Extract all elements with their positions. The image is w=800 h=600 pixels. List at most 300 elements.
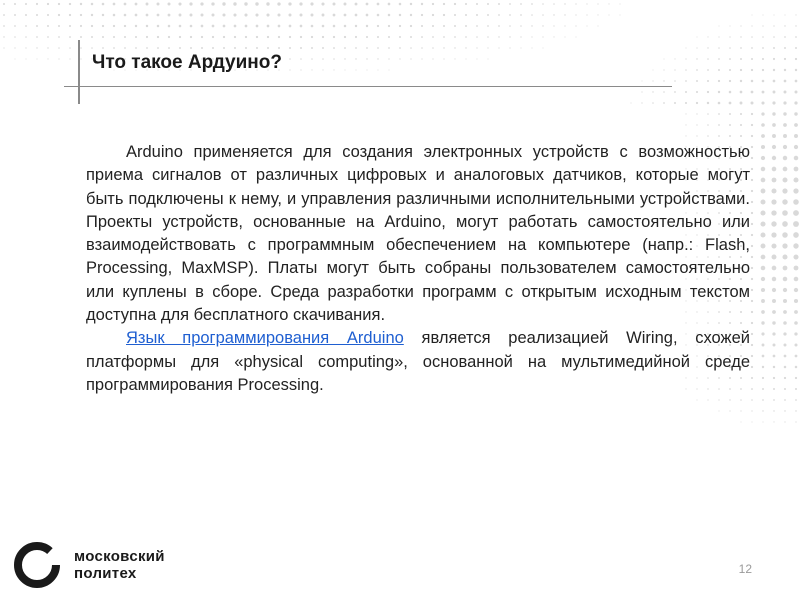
background-dot [751,388,753,390]
background-dot [366,14,369,17]
background-dot [36,14,38,16]
background-dot [771,221,776,226]
background-dot [277,2,280,5]
title-vertical-rule [78,40,80,104]
background-dot [223,47,225,49]
background-dot [25,47,26,48]
background-dot [289,25,292,28]
background-dot [773,36,775,38]
background-dot [366,47,368,49]
background-dot [795,80,798,83]
background-dot [25,36,27,38]
background-dot [366,36,368,38]
background-dot [718,102,721,105]
background-dot [399,58,400,59]
background-dot [311,47,313,49]
background-dot [674,69,675,70]
background-dot [773,14,774,15]
background-dot [784,421,785,422]
background-dot [146,3,149,6]
background-dot [795,355,798,358]
background-dot [751,344,753,346]
background-dot [783,134,787,138]
background-dot [674,102,676,104]
background-dot [222,13,225,16]
background-dot [3,47,4,48]
background-dot [575,3,576,4]
background-dot [498,14,500,16]
background-dot [410,3,412,5]
background-dot [355,69,356,70]
background-dot [795,36,797,38]
background-dot [355,3,358,6]
background-dot [761,112,764,115]
background-dot [652,69,653,70]
background-dot [761,123,765,127]
background-dot [3,36,4,37]
background-dot [718,58,720,60]
background-dot [135,36,137,38]
background-dot [707,58,709,60]
background-dot [135,25,137,27]
background-dot [718,135,720,137]
background-dot [355,14,358,17]
background-dot [465,25,467,27]
title-horizontal-rule [64,86,672,87]
background-dot [729,36,730,37]
background-dot [311,36,313,38]
background-dot [25,58,26,59]
background-dot [795,421,796,422]
background-dot [762,14,763,15]
background-dot [619,3,620,4]
background-dot [729,47,731,49]
background-dot [760,199,765,204]
background-dot [674,80,676,82]
background-dot [255,2,258,5]
background-dot [740,25,741,26]
background-dot [783,123,787,127]
background-dot [300,36,302,38]
paragraph-2-text: является реализацией Wiring, схожей платформы для «physical computing», основанной на мультимедийной среде программирования Processing. [86,329,750,394]
background-dot [178,2,181,5]
background-dot [102,25,104,27]
background-dot [762,69,764,71]
background-dot [25,14,27,16]
background-dot [322,47,324,49]
background-dot [212,25,215,28]
background-dot [14,3,16,5]
background-dot [366,25,368,27]
background-dot [761,288,765,292]
background-dot [729,102,732,105]
background-dot [696,124,697,125]
background-dot [762,80,765,83]
background-dot [211,2,214,5]
background-dot [443,36,445,38]
background-dot [14,47,15,48]
background-dot [773,47,775,49]
background-dot [685,124,686,125]
background-dot [564,14,565,15]
background-dot [751,377,753,379]
background-dot [465,47,466,48]
background-dot [355,58,356,59]
background-dot [751,190,753,192]
background-dot [91,47,93,49]
background-dot [245,47,247,49]
background-dot [553,36,554,37]
background-dot [751,410,752,411]
background-dot [58,25,60,27]
background-dot [531,25,532,26]
background-dot [476,47,477,48]
background-dot [311,25,314,28]
background-dot [3,14,5,16]
background-dot [783,266,788,271]
background-dot [652,102,654,104]
background-dot [190,14,193,17]
background-dot [664,59,665,60]
background-dot [772,178,777,183]
background-dot [761,189,766,194]
background-dot [333,36,335,38]
background-dot [761,134,765,138]
background-dot [793,188,798,193]
background-dot [564,25,565,26]
background-dot [266,2,269,5]
background-dot [761,321,764,324]
background-dot [794,343,797,346]
background-dot [58,3,60,5]
background-dot [322,36,324,38]
background-dot [344,58,345,59]
background-dot [201,36,203,38]
background-dot [454,14,456,16]
background-dot [696,69,698,71]
background-dot [782,221,788,227]
background-dot [707,47,708,48]
background-dot [751,223,753,225]
background-dot [707,124,709,126]
background-dot [685,47,686,48]
background-dot [707,102,709,104]
background-dot [597,25,598,26]
background-dot [421,14,423,16]
background-dot [762,377,764,379]
background-dot [69,47,71,49]
background-dot [783,145,787,149]
background-dot [168,47,170,49]
background-dot [783,332,786,335]
background-dot [642,81,643,82]
background-dot [784,14,785,15]
background-dot [113,3,116,6]
background-dot [783,112,786,115]
background-dot [244,13,247,16]
background-dot [432,14,434,16]
background-dot [157,25,160,28]
background-dot [729,135,731,137]
background-dot [91,14,93,16]
background-dot [245,25,248,28]
background-dot [366,3,369,6]
background-dot [465,3,467,5]
background-dot [322,58,324,60]
background-dot [69,14,71,16]
background-dot [795,388,797,390]
background-dot [784,25,785,26]
background-dot [751,102,754,105]
background-dot [366,58,367,59]
background-dot [795,58,797,60]
background-dot [772,266,777,271]
background-dot [794,134,798,138]
background-dot [377,25,379,27]
background-dot [696,102,698,104]
background-dot [542,3,544,5]
background-dot [355,25,357,27]
background-dot [80,47,82,49]
background-dot [696,80,698,82]
background-dot [751,421,752,422]
background-dot [783,101,786,104]
background-dot [782,232,788,238]
background-dot [288,13,291,16]
background-dot [256,47,258,49]
arduino-language-link[interactable]: Язык программирования Arduino [126,329,404,348]
background-dot [201,14,204,17]
background-dot [333,14,336,17]
background-dot [212,47,214,49]
background-dot [124,25,126,27]
background-dot [652,80,653,81]
background-dot [794,332,797,335]
background-dot [3,25,5,27]
background-dot [80,14,82,16]
background-dot [793,254,798,259]
background-dot [761,310,765,314]
background-dot [751,311,753,313]
background-dot [542,14,544,16]
background-dot [487,36,489,38]
background-dot [752,15,753,16]
background-dot [355,47,357,49]
background-dot [322,14,325,17]
background-dot [377,36,379,38]
background-dot [761,277,765,281]
background-dot [14,36,16,38]
background-dot [751,355,753,357]
background-dot [454,25,456,27]
background-dot [773,58,775,60]
background-dot [782,188,787,193]
background-dot [729,124,731,126]
background-dot [223,25,226,28]
background-dot [157,3,160,6]
background-dot [377,14,380,17]
background-dot [771,232,776,237]
background-dot [91,25,93,27]
background-dot [311,69,312,70]
background-dot [674,91,676,93]
background-dot [14,58,15,59]
background-dot [498,36,499,37]
background-dot [432,3,434,5]
background-dot [432,25,434,27]
background-dot [707,113,709,115]
background-dot [795,69,797,71]
background-dot [509,25,511,27]
background-dot [751,366,753,368]
background-dot [487,14,489,16]
background-dot [575,14,576,15]
background-dot [487,3,489,5]
background-dot [201,25,204,28]
background-dot [531,36,532,37]
background-dot [795,410,796,411]
background-dot [751,278,753,280]
background-dot [543,48,544,49]
background-dot [58,14,60,16]
background-dot [135,47,137,49]
background-dot [641,91,642,92]
background-dot [212,36,214,38]
background-dot [244,2,247,5]
background-dot [322,69,323,70]
background-dot [322,25,325,28]
background-dot [773,388,775,390]
background-dot [465,14,467,16]
background-dot [564,36,565,37]
background-dot [751,69,753,71]
background-dot [773,91,776,94]
background-dot [487,47,488,48]
background-dot [454,47,455,48]
background-dot [751,135,753,137]
background-dot [793,221,799,227]
background-dot [553,3,555,5]
background-dot [761,255,766,260]
background-dot [784,80,787,83]
background-dot [784,388,786,390]
background-dot [300,47,302,49]
background-dot [344,14,347,17]
background-dot [762,355,765,358]
background-dot [267,47,269,49]
background-dot [80,3,82,5]
background-dot [454,36,456,38]
background-dot [443,3,445,5]
background-dot [542,36,543,37]
background-dot [784,58,786,60]
background-dot [597,14,598,15]
background-dot [135,14,138,17]
background-dot [783,321,787,325]
background-dot [476,14,478,16]
background-dot [124,14,127,17]
background-dot [113,14,116,17]
background-dot [234,47,236,49]
background-dot [761,167,766,172]
background-dot [783,310,787,314]
background-dot [760,232,765,237]
background-dot [685,58,686,59]
background-dot [772,299,776,303]
background-dot [762,344,765,347]
background-dot [794,277,799,282]
background-dot [454,58,455,59]
background-dot [233,13,236,16]
background-dot [794,321,798,325]
background-dot [751,234,753,236]
background-dot [761,244,766,249]
background-dot [58,58,59,59]
background-dot [146,36,148,38]
background-dot [685,69,687,71]
background-dot [685,113,686,114]
background-dot [729,25,730,26]
background-dot [761,178,766,183]
background-dot [741,422,742,423]
background-dot [168,25,171,28]
background-dot [751,256,753,258]
background-dot [783,277,788,282]
background-dot [772,112,775,115]
background-dot [179,14,182,17]
background-dot [751,58,753,60]
background-dot [784,69,786,71]
background-dot [168,14,171,17]
background-dot [399,47,401,49]
background-dot [729,69,731,71]
logo-line-2: политех [74,565,137,582]
background-dot [443,58,444,59]
background-dot [377,58,378,59]
background-dot [586,25,587,26]
background-dot [36,47,37,48]
page-number: 12 [738,562,752,576]
background-dot [707,135,709,137]
background-dot [740,135,742,137]
background-dot [91,3,94,6]
background-dot [762,366,764,368]
background-dot [794,112,797,115]
background-dot [421,58,422,59]
background-dot [784,377,786,379]
background-dot [707,91,709,93]
background-dot [520,25,522,27]
background-dot [146,14,149,17]
background-dot [685,135,686,136]
background-dot [58,36,60,38]
background-dot [179,47,181,49]
background-dot [751,80,754,83]
background-dot [795,25,796,26]
background-dot [311,58,313,60]
background-dot [255,13,258,16]
background-dot [146,25,148,27]
background-dot [783,299,787,303]
background-dot [761,299,765,303]
background-dot [80,58,81,59]
background-dot [751,212,753,214]
background-dot [47,14,49,16]
background-dot [762,410,763,411]
background-dot [773,355,776,358]
background-dot [36,3,38,5]
background-dot [773,377,775,379]
